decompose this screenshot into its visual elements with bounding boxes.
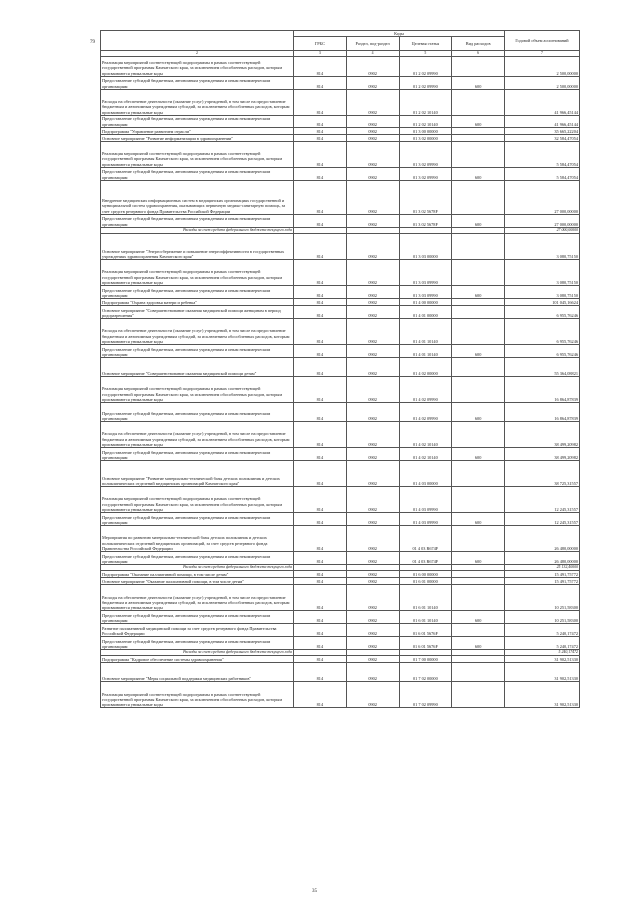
row-target-article: 01 4 01 00000 xyxy=(399,305,452,318)
column-number: 4 xyxy=(346,51,399,57)
table-row xyxy=(101,115,580,127)
row-expense-type xyxy=(452,180,505,214)
row-expense-type xyxy=(452,141,505,167)
row-target-article: 01 2 02 09990 xyxy=(399,76,452,89)
row-expense-type: 600 xyxy=(452,76,505,89)
row-expense-type: 600 xyxy=(452,551,505,564)
row-name: Реализация мероприятий соответствующей подпрограммы в рамках соответствующей государственной программы Камчатского края, за исключением обособленных расходов, которым присваиваются уникальные коды xyxy=(101,682,294,708)
row-target-article: 01 7 02 00000 xyxy=(399,663,452,682)
row-expense-type xyxy=(452,656,505,663)
row-name: Реализация мероприятий соответствующей подпрограммы в рамках соответствующей государственной программы Камчатского края, за исключением обособленных расходов, которым присваиваются уникальные коды xyxy=(101,486,294,512)
row-expense-type xyxy=(452,682,505,708)
row-grbs: 814 xyxy=(294,682,347,708)
row-grbs: 814 xyxy=(294,180,347,214)
row-grbs: 814 xyxy=(294,421,347,447)
row-name: Расходы на обеспечение деятельности (оказание услуг) учреждений, в том числе на предоставление бюджетным и автономным учреждениям субсидий, за исключением обособленных расходов, которым присваиваются уникальные коды xyxy=(101,421,294,447)
row-razdel: 0902 xyxy=(346,127,399,134)
table-row xyxy=(101,624,580,637)
row-name: Основное мероприятие "Развитие материально-технической базы детских поликлиник и детских поликлинических отделений медицинских организаций Камчатского края" xyxy=(101,460,294,486)
row-name: Расходы на обеспечение деятельности (оказание услуг) учреждений, в том числе на предоставление бюджетным и автономным учреждениям субсидий, за исключением обособленных расходов, которым присваиваются уникальные коды xyxy=(101,89,294,115)
row-grbs: 814 xyxy=(294,624,347,637)
row-expense-type xyxy=(452,571,505,578)
row-razdel: 0902 xyxy=(346,637,399,650)
row-target-article: 01 6 01 10140 xyxy=(399,585,452,611)
row-name: Реализация мероприятий соответствующей подпрограммы в рамках соответствующей государственной программы Камчатского края, за исключением обособленных расходов, которым присваиваются уникальные коды xyxy=(101,376,294,402)
row-sum: 6 955,76246 xyxy=(505,344,580,357)
column-number: 7 xyxy=(505,51,580,57)
row-target-article: 01 6 01 5676F xyxy=(399,624,452,637)
row-sum: 38 725,31557 xyxy=(505,460,580,486)
row-grbs: 814 xyxy=(294,56,347,76)
row-grbs: 814 xyxy=(294,656,347,663)
row-razdel: 0902 xyxy=(346,460,399,486)
row-grbs: 814 xyxy=(294,76,347,89)
row-target-article: 01 6 01 10140 xyxy=(399,611,452,624)
table-row xyxy=(101,512,580,525)
row-grbs: 814 xyxy=(294,214,347,227)
row-name: Реализация мероприятий соответствующей подпрограммы в рамках соответствующей государственной программы Камчатского края, за исключением обособленных расходов, которым присваиваются уникальные коды xyxy=(101,141,294,167)
row-name: Развитие паллиативной медицинской помощи за счет средств резервного фонда Правительства Российской Федерации xyxy=(101,624,294,637)
row-grbs: 814 xyxy=(294,578,347,585)
row-expense-type xyxy=(452,233,505,259)
row-sum: 3 080,75150 xyxy=(505,233,580,259)
row-expense-type xyxy=(452,305,505,318)
table-row xyxy=(101,447,580,460)
table-row xyxy=(101,76,580,89)
row-sum: 35 665,22204 xyxy=(505,127,580,134)
row-sum: 38 499,20982 xyxy=(505,447,580,460)
row-name: Предоставление субсидий бюджетным, автономным учреждениям и иным некоммерческим организациям xyxy=(101,167,294,180)
row-expense-type: 600 xyxy=(452,447,505,460)
row-razdel: 0902 xyxy=(346,141,399,167)
row-razdel: 0902 xyxy=(346,134,399,141)
row-sum: 2 500,00000 xyxy=(505,76,580,89)
row-target-article: 01 4 02 09990 xyxy=(399,376,452,402)
row-sum: 25 132,40000 xyxy=(505,564,580,570)
row-sum: 16 864,87839 xyxy=(505,376,580,402)
table-row xyxy=(101,525,580,551)
row-target-article: 01 2 02 09990 xyxy=(399,56,452,76)
header-target-article: Целевая статья xyxy=(399,37,452,51)
table-row xyxy=(101,376,580,402)
row-sum: 10 251,58300 xyxy=(505,611,580,624)
row-target-article: 01 2 02 10140 xyxy=(399,115,452,127)
row-razdel: 0902 xyxy=(346,376,399,402)
row-grbs: 814 xyxy=(294,460,347,486)
row-name: Расходы за счет средств федерального бюджета текущего года xyxy=(101,650,294,656)
row-expense-type: 600 xyxy=(452,285,505,298)
row-sum: 6 955,76246 xyxy=(505,305,580,318)
row-grbs: 814 xyxy=(294,637,347,650)
row-razdel: 0902 xyxy=(346,585,399,611)
row-name: Предоставление субсидий бюджетным, автономным учреждениям и иным некоммерческим организациям xyxy=(101,214,294,227)
row-grbs: 814 xyxy=(294,259,347,285)
row-razdel: 0902 xyxy=(346,298,399,305)
row-razdel: 0902 xyxy=(346,421,399,447)
row-sum: 15 491,75772 xyxy=(505,578,580,585)
column-number: 6 xyxy=(452,51,505,57)
row-name: Предоставление субсидий бюджетным, автономным учреждениям и иным некоммерческим организациям xyxy=(101,76,294,89)
row-expense-type: 600 xyxy=(452,167,505,180)
row-sum: 41 966,45144 xyxy=(505,89,580,115)
row-grbs: 814 xyxy=(294,447,347,460)
row-grbs: 814 xyxy=(294,611,347,624)
table-row xyxy=(101,180,580,214)
table-row xyxy=(101,285,580,298)
row-target-article: 01 4 03 09990 xyxy=(399,486,452,512)
row-sum: 15 491,75772 xyxy=(505,571,580,578)
row-grbs: 814 xyxy=(294,512,347,525)
row-expense-type: 600 xyxy=(452,115,505,127)
row-target-article: 01 4 02 10140 xyxy=(399,447,452,460)
table-row xyxy=(101,259,580,285)
table-body xyxy=(101,56,580,708)
row-razdel: 0902 xyxy=(346,656,399,663)
row-target-article: 01 3 03 09990 xyxy=(399,285,452,298)
table-row xyxy=(101,141,580,167)
table-row xyxy=(101,682,580,708)
row-razdel: 0902 xyxy=(346,233,399,259)
row-razdel: 0902 xyxy=(346,551,399,564)
top-page-number: 79 xyxy=(90,40,95,45)
table-row xyxy=(101,305,580,318)
row-name: Предоставление субсидий бюджетным, автономным учреждениям и иным некоммерческим организациям xyxy=(101,402,294,421)
row-name: Реализация мероприятий соответствующей подпрограммы в рамках соответствующей государственной программы Камчатского края, за исключением обособленных расходов, которым присваиваются уникальные коды xyxy=(101,259,294,285)
table-row xyxy=(101,637,580,650)
row-razdel: 0902 xyxy=(346,682,399,708)
table-row xyxy=(101,611,580,624)
row-target-article: 01 3 02 00000 xyxy=(399,134,452,141)
table-row xyxy=(101,421,580,447)
row-razdel: 0902 xyxy=(346,76,399,89)
row-target-article: 01 4 02 09990 xyxy=(399,402,452,421)
row-sum: 10 251,58300 xyxy=(505,585,580,611)
row-expense-type xyxy=(452,376,505,402)
row-razdel: 0902 xyxy=(346,89,399,115)
row-expense-type xyxy=(452,663,505,682)
row-sum: 32 584,47054 xyxy=(505,134,580,141)
row-grbs: 814 xyxy=(294,141,347,167)
row-name: Расходы на обеспечение деятельности (оказание услуг) учреждений, в том числе на предоставление бюджетным и автономным учреждениям субсидий, за исключением обособленных расходов, которым присваиваются уникальные коды xyxy=(101,318,294,344)
row-sum: 26 480,00000 xyxy=(505,525,580,551)
row-sum: 101 045,16624 xyxy=(505,298,580,305)
row-target-article: 01 4 01 10140 xyxy=(399,344,452,357)
row-expense-type xyxy=(452,460,505,486)
row-target-article: 01 4 03 R674F xyxy=(399,551,452,564)
table-row xyxy=(101,460,580,486)
row-name: Предоставление субсидий бюджетным, автономным учреждениям и иным некоммерческим организациям xyxy=(101,285,294,298)
row-sum: 5 240,17472 xyxy=(505,637,580,650)
row-sum: 31 902,51330 xyxy=(505,663,580,682)
table-row xyxy=(101,89,580,115)
row-grbs: 814 xyxy=(294,318,347,344)
row-name: Предоставление субсидий бюджетным, автономным учреждениям и иным некоммерческим организациям xyxy=(101,512,294,525)
row-razdel: 0902 xyxy=(346,663,399,682)
row-name: Предоставление субсидий бюджетным, автономным учреждениям и иным некоммерческим организациям xyxy=(101,611,294,624)
row-sum: 27 000,00000 xyxy=(505,227,580,233)
table-row xyxy=(101,551,580,564)
row-expense-type xyxy=(452,134,505,141)
row-razdel: 0902 xyxy=(346,214,399,227)
row-target-article: 01 7 02 09990 xyxy=(399,682,452,708)
row-target-article: 01 6 01 5676F xyxy=(399,637,452,650)
row-grbs: 814 xyxy=(294,285,347,298)
row-razdel: 0902 xyxy=(346,167,399,180)
row-sum: 16 864,87839 xyxy=(505,402,580,421)
row-name: Предоставление субсидий бюджетным, автономным учреждениям и иным некоммерческим организациям xyxy=(101,115,294,127)
row-sum: 38 499,20982 xyxy=(505,421,580,447)
table-header xyxy=(101,31,580,57)
column-number: 2 xyxy=(101,51,294,57)
row-sum: 5 584,47054 xyxy=(505,141,580,167)
row-expense-type xyxy=(452,421,505,447)
row-grbs: 814 xyxy=(294,344,347,357)
row-target-article: 01 4 02 00000 xyxy=(399,357,452,376)
row-target-article: 01 4 03 09990 xyxy=(399,512,452,525)
row-sum: 6 955,76246 xyxy=(505,318,580,344)
table-row xyxy=(101,344,580,357)
table-row xyxy=(101,571,580,578)
table-row xyxy=(101,127,580,134)
row-sum: 5 240,17472 xyxy=(505,624,580,637)
row-grbs: 814 xyxy=(294,298,347,305)
row-target-article: 01 4 02 10140 xyxy=(399,421,452,447)
row-razdel: 0902 xyxy=(346,486,399,512)
row-target-article: 01 3 02 09990 xyxy=(399,167,452,180)
row-expense-type xyxy=(452,578,505,585)
row-expense-type: 600 xyxy=(452,402,505,421)
row-target-article: 01 4 01 10140 xyxy=(399,318,452,344)
row-razdel: 0902 xyxy=(346,357,399,376)
row-name: Расходы за счет средств федерального бюджета текущего года xyxy=(101,564,294,570)
row-sum: 41 966,45144 xyxy=(505,115,580,127)
row-name: Основное мероприятие "Меры социальной поддержки медицинских работников" xyxy=(101,663,294,682)
row-name: Основное мероприятие "Совершенствование оказания медицинской помощи детям" xyxy=(101,357,294,376)
row-target-article: 01 4 00 00000 xyxy=(399,298,452,305)
row-expense-type xyxy=(452,259,505,285)
row-expense-type xyxy=(452,318,505,344)
row-grbs: 814 xyxy=(294,127,347,134)
row-grbs: 814 xyxy=(294,663,347,682)
header-grbs: ГРБС xyxy=(294,37,347,51)
header-sum: Годовой объем ассигнований xyxy=(505,31,580,51)
row-name: Подпрограмма "Кадровое обеспечение системы здравоохранения" xyxy=(101,656,294,663)
row-expense-type xyxy=(452,298,505,305)
row-razdel: 0902 xyxy=(346,285,399,298)
row-target-article: 01 4 03 R674F xyxy=(399,525,452,551)
row-grbs: 814 xyxy=(294,571,347,578)
footer-page-number: 35 xyxy=(312,889,317,894)
row-sum: 27 000,00000 xyxy=(505,214,580,227)
row-sum: 12 245,31557 xyxy=(505,512,580,525)
row-sum: 3 080,75150 xyxy=(505,259,580,285)
row-target-article: 01 6 00 00000 xyxy=(399,571,452,578)
row-grbs: 814 xyxy=(294,585,347,611)
row-razdel: 0902 xyxy=(346,578,399,585)
row-expense-type: 600 xyxy=(452,637,505,650)
row-sum: 12 245,31557 xyxy=(505,486,580,512)
row-expense-type xyxy=(452,624,505,637)
row-target-article: 01 3 03 00000 xyxy=(399,233,452,259)
header-razdel: Раздел, под-раздел xyxy=(346,37,399,51)
row-sum: 31 902,51330 xyxy=(505,656,580,663)
column-number: 5 xyxy=(399,51,452,57)
row-sum: 5 240,17472 xyxy=(505,650,580,656)
row-target-article: 01 7 00 00000 xyxy=(399,656,452,663)
table-row xyxy=(101,298,580,305)
table-row xyxy=(101,56,580,76)
row-name: Основное мероприятие "Совершенствование оказания медицинской помощи женщинам в период родоразрешения" xyxy=(101,305,294,318)
table-row xyxy=(101,214,580,227)
row-expense-type xyxy=(452,89,505,115)
row-target-article: 01 3 02 09990 xyxy=(399,141,452,167)
row-target-article: 01 2 02 10140 xyxy=(399,89,452,115)
row-expense-type xyxy=(452,585,505,611)
table-row xyxy=(101,656,580,663)
row-grbs: 814 xyxy=(294,486,347,512)
row-grbs: 814 xyxy=(294,402,347,421)
row-razdel: 0902 xyxy=(346,318,399,344)
row-expense-type xyxy=(452,127,505,134)
table-row xyxy=(101,318,580,344)
row-target-article: 01 4 03 00000 xyxy=(399,460,452,486)
column-number: 3 xyxy=(294,51,347,57)
table-row xyxy=(101,585,580,611)
row-target-article: 01 3 02 5678F xyxy=(399,214,452,227)
row-expense-type xyxy=(452,525,505,551)
row-razdel: 0902 xyxy=(346,624,399,637)
row-name: Основное мероприятие "Оказание паллиативной помощи, в том числе детям" xyxy=(101,578,294,585)
row-expense-type xyxy=(452,357,505,376)
row-razdel: 0902 xyxy=(346,180,399,214)
table-row xyxy=(101,357,580,376)
table-row xyxy=(101,233,580,259)
row-razdel: 0902 xyxy=(346,305,399,318)
row-razdel: 0902 xyxy=(346,512,399,525)
row-name: Подпрограмма "Управление развитием отрасли" xyxy=(101,127,294,134)
row-grbs: 814 xyxy=(294,115,347,127)
row-razdel: 0902 xyxy=(346,402,399,421)
table-row xyxy=(101,167,580,180)
row-name: Предоставление субсидий бюджетным, автономным учреждениям и иным некоммерческим организациям xyxy=(101,344,294,357)
row-name: Подпрограмма "Оказание паллиативной помощи, в том числе детям" xyxy=(101,571,294,578)
row-razdel: 0902 xyxy=(346,611,399,624)
header-name-cell xyxy=(101,31,294,51)
table-row xyxy=(101,663,580,682)
row-name: Мероприятия по развитию материально-технической базы детских поликлиник и детских поликлинических отделений медицинских организаций, за счет средств резервного фонда Правительства Российской Федерации xyxy=(101,525,294,551)
row-name: Предоставление субсидий бюджетным, автономным учреждениям и иным некоммерческим организациям xyxy=(101,447,294,460)
row-grbs: 814 xyxy=(294,233,347,259)
table-row xyxy=(101,402,580,421)
row-grbs: 814 xyxy=(294,305,347,318)
row-grbs: 814 xyxy=(294,357,347,376)
row-grbs: 814 xyxy=(294,89,347,115)
row-target-article: 01 3 03 09990 xyxy=(399,259,452,285)
row-sum: 3 080,75150 xyxy=(505,285,580,298)
row-razdel: 0902 xyxy=(346,344,399,357)
row-grbs: 814 xyxy=(294,134,347,141)
row-sum: 26 480,00000 xyxy=(505,551,580,564)
row-name: Основное мероприятие "Энергосбережение и повышение энергоэффективности в государственных учреждениях здравоохранения Камчатского края" xyxy=(101,233,294,259)
row-expense-type: 600 xyxy=(452,512,505,525)
row-name: Внедрение медицинских информационных систем в медицинских организациях государственной и муниципальной систем здравоохранения, оказывающих первичную медико-санитарную помощь, за счет средств резервного фонда Правительства Российской Федерации xyxy=(101,180,294,214)
row-grbs: 814 xyxy=(294,167,347,180)
row-name: Основное мероприятие "Развитие информатизации в здравоохранении" xyxy=(101,134,294,141)
row-name: Расходы за счет средств федерального бюджета текущего года xyxy=(101,227,294,233)
row-grbs: 814 xyxy=(294,376,347,402)
row-target-article: 01 6 01 00000 xyxy=(399,578,452,585)
row-expense-type: 600 xyxy=(452,214,505,227)
row-razdel: 0902 xyxy=(346,525,399,551)
row-sum: 31 902,51330 xyxy=(505,682,580,708)
row-razdel: 0902 xyxy=(346,447,399,460)
table-row xyxy=(101,486,580,512)
row-sum: 5 584,47054 xyxy=(505,167,580,180)
row-name: Расходы на обеспечение деятельности (оказание услуг) учреждений, в том числе на предоставление бюджетным и автономным учреждениям субсидий, за исключением обособленных расходов, которым присваиваются уникальные коды xyxy=(101,585,294,611)
row-expense-type xyxy=(452,486,505,512)
row-name: Предоставление субсидий бюджетным, автономным учреждениям и иным некоммерческим организациям xyxy=(101,551,294,564)
row-name: Предоставление субсидий бюджетным, автономным учреждениям и иным некоммерческим организациям xyxy=(101,637,294,650)
row-razdel: 0902 xyxy=(346,571,399,578)
row-sum: 55 364,08821 xyxy=(505,357,580,376)
row-sum: 2 500,00000 xyxy=(505,56,580,76)
row-expense-type: 600 xyxy=(452,611,505,624)
row-expense-type: 600 xyxy=(452,344,505,357)
table-row xyxy=(101,578,580,585)
budget-table xyxy=(100,30,580,708)
row-razdel: 0902 xyxy=(346,259,399,285)
row-name: Реализация мероприятий соответствующей подпрограммы в рамках соответствующей государственной программы Камчатского края, за исключением обособленных расходов, которым присваиваются уникальные коды xyxy=(101,56,294,76)
row-name: Подпрограмма "Охрана здоровья матери и ребенка" xyxy=(101,298,294,305)
row-sum: 27 000,00000 xyxy=(505,180,580,214)
row-target-article: 01 3 02 5678F xyxy=(399,180,452,214)
header-codes: Коды xyxy=(294,31,505,37)
header-expense-type: Вид расходов xyxy=(452,37,505,51)
row-target-article: 01 3 00 00000 xyxy=(399,127,452,134)
row-expense-type xyxy=(452,56,505,76)
row-grbs: 814 xyxy=(294,551,347,564)
table-row xyxy=(101,134,580,141)
row-razdel: 0902 xyxy=(346,115,399,127)
row-grbs: 814 xyxy=(294,525,347,551)
row-razdel: 0902 xyxy=(346,56,399,76)
